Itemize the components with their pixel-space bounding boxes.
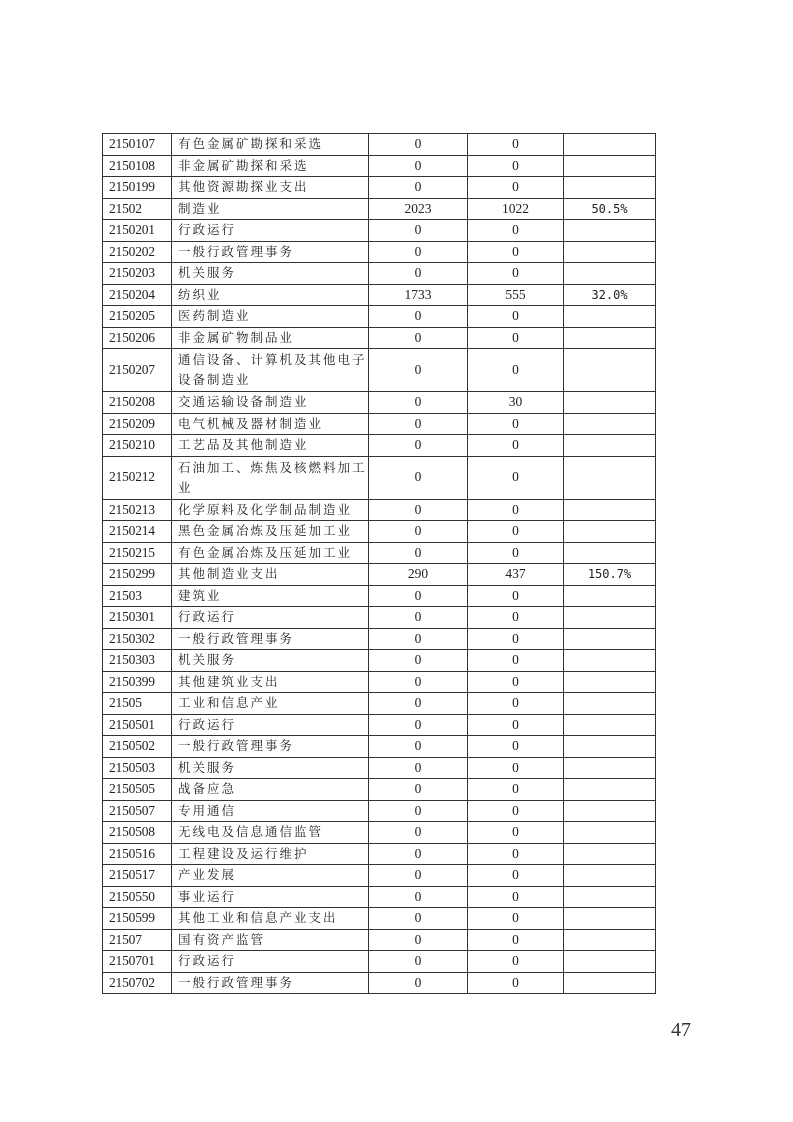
budget-table bbox=[102, 133, 656, 994]
table-row bbox=[103, 263, 656, 285]
percent-cell bbox=[564, 607, 656, 629]
value-2-cell: 0 bbox=[468, 499, 564, 521]
value-1-cell: 0 bbox=[369, 435, 468, 457]
table-row bbox=[103, 435, 656, 457]
value-1-cell: 0 bbox=[369, 585, 468, 607]
name-cell: 其他工业和信息产业支出 bbox=[172, 908, 369, 930]
table-row bbox=[103, 607, 656, 629]
code-cell: 2150503 bbox=[103, 757, 172, 779]
percent-cell bbox=[564, 951, 656, 973]
percent-cell bbox=[564, 671, 656, 693]
code-cell: 2150303 bbox=[103, 650, 172, 672]
percent-cell bbox=[564, 349, 656, 392]
value-2-cell: 0 bbox=[468, 456, 564, 499]
value-2-cell: 0 bbox=[468, 349, 564, 392]
value-1-cell: 0 bbox=[369, 521, 468, 543]
value-1-cell: 0 bbox=[369, 134, 468, 156]
name-cell: 行政运行 bbox=[172, 714, 369, 736]
name-cell: 行政运行 bbox=[172, 951, 369, 973]
code-cell: 2150507 bbox=[103, 800, 172, 822]
name-cell: 其他资源勘探业支出 bbox=[172, 177, 369, 199]
table-row bbox=[103, 499, 656, 521]
code-cell: 2150199 bbox=[103, 177, 172, 199]
name-cell: 一般行政管理事务 bbox=[172, 736, 369, 758]
code-cell: 2150508 bbox=[103, 822, 172, 844]
value-2-cell: 0 bbox=[468, 671, 564, 693]
value-1-cell: 0 bbox=[369, 456, 468, 499]
value-2-cell: 0 bbox=[468, 521, 564, 543]
value-2-cell: 0 bbox=[468, 306, 564, 328]
code-cell: 2150702 bbox=[103, 972, 172, 994]
value-1-cell: 0 bbox=[369, 843, 468, 865]
code-cell: 2150210 bbox=[103, 435, 172, 457]
table-row bbox=[103, 155, 656, 177]
value-1-cell: 0 bbox=[369, 263, 468, 285]
code-cell: 2150202 bbox=[103, 241, 172, 263]
name-cell: 行政运行 bbox=[172, 607, 369, 629]
table-row bbox=[103, 177, 656, 199]
table-row bbox=[103, 779, 656, 801]
name-cell: 石油加工、炼焦及核燃料加工业 bbox=[172, 456, 369, 499]
name-cell: 纺织业 bbox=[172, 284, 369, 306]
code-cell: 2150209 bbox=[103, 413, 172, 435]
value-1-cell: 0 bbox=[369, 628, 468, 650]
table-row bbox=[103, 714, 656, 736]
table-row bbox=[103, 865, 656, 887]
table-row bbox=[103, 241, 656, 263]
table-row bbox=[103, 822, 656, 844]
value-1-cell: 0 bbox=[369, 972, 468, 994]
table-row bbox=[103, 585, 656, 607]
percent-cell bbox=[564, 843, 656, 865]
name-cell: 一般行政管理事务 bbox=[172, 241, 369, 263]
table-row bbox=[103, 886, 656, 908]
value-1-cell: 0 bbox=[369, 327, 468, 349]
value-2-cell: 0 bbox=[468, 908, 564, 930]
code-cell: 2150205 bbox=[103, 306, 172, 328]
value-2-cell: 0 bbox=[468, 929, 564, 951]
name-cell: 建筑业 bbox=[172, 585, 369, 607]
table-row bbox=[103, 521, 656, 543]
value-2-cell: 0 bbox=[468, 241, 564, 263]
percent-cell bbox=[564, 736, 656, 758]
name-cell: 其他建筑业支出 bbox=[172, 671, 369, 693]
value-2-cell: 0 bbox=[468, 714, 564, 736]
value-1-cell: 0 bbox=[369, 349, 468, 392]
value-1-cell: 2023 bbox=[369, 198, 468, 220]
code-cell: 2150516 bbox=[103, 843, 172, 865]
name-cell: 产业发展 bbox=[172, 865, 369, 887]
value-2-cell: 0 bbox=[468, 542, 564, 564]
value-1-cell: 290 bbox=[369, 564, 468, 586]
code-cell: 2150107 bbox=[103, 134, 172, 156]
value-1-cell: 0 bbox=[369, 951, 468, 973]
value-1-cell: 0 bbox=[369, 671, 468, 693]
value-1-cell: 0 bbox=[369, 822, 468, 844]
value-1-cell: 0 bbox=[369, 413, 468, 435]
percent-cell bbox=[564, 800, 656, 822]
name-cell: 机关服务 bbox=[172, 263, 369, 285]
value-1-cell: 0 bbox=[369, 779, 468, 801]
table-row bbox=[103, 929, 656, 951]
value-2-cell: 0 bbox=[468, 822, 564, 844]
table-row bbox=[103, 564, 656, 586]
code-cell: 2150502 bbox=[103, 736, 172, 758]
percent-cell bbox=[564, 306, 656, 328]
percent-cell bbox=[564, 908, 656, 930]
percent-cell: 150.7% bbox=[564, 564, 656, 586]
table-row bbox=[103, 972, 656, 994]
budget-table-container bbox=[102, 133, 656, 994]
value-2-cell: 30 bbox=[468, 392, 564, 414]
percent-cell: 50.5% bbox=[564, 198, 656, 220]
value-1-cell: 0 bbox=[369, 693, 468, 715]
percent-cell bbox=[564, 392, 656, 414]
value-2-cell: 0 bbox=[468, 951, 564, 973]
code-cell: 21503 bbox=[103, 585, 172, 607]
value-1-cell: 0 bbox=[369, 220, 468, 242]
code-cell: 21505 bbox=[103, 693, 172, 715]
code-cell: 2150201 bbox=[103, 220, 172, 242]
name-cell: 化学原料及化学制品制造业 bbox=[172, 499, 369, 521]
code-cell: 2150212 bbox=[103, 456, 172, 499]
value-1-cell: 0 bbox=[369, 886, 468, 908]
code-cell: 2150203 bbox=[103, 263, 172, 285]
code-cell: 2150208 bbox=[103, 392, 172, 414]
percent-cell bbox=[564, 263, 656, 285]
percent-cell bbox=[564, 177, 656, 199]
value-1-cell: 0 bbox=[369, 650, 468, 672]
table-row bbox=[103, 542, 656, 564]
table-row bbox=[103, 628, 656, 650]
code-cell: 2150213 bbox=[103, 499, 172, 521]
name-cell: 工程建设及运行维护 bbox=[172, 843, 369, 865]
value-2-cell: 0 bbox=[468, 843, 564, 865]
percent-cell bbox=[564, 435, 656, 457]
name-cell: 无线电及信息通信监管 bbox=[172, 822, 369, 844]
percent-cell bbox=[564, 693, 656, 715]
value-2-cell: 0 bbox=[468, 413, 564, 435]
percent-cell bbox=[564, 220, 656, 242]
name-cell: 行政运行 bbox=[172, 220, 369, 242]
value-2-cell: 0 bbox=[468, 757, 564, 779]
code-cell: 2150501 bbox=[103, 714, 172, 736]
value-2-cell: 0 bbox=[468, 177, 564, 199]
value-2-cell: 437 bbox=[468, 564, 564, 586]
name-cell: 工业和信息产业 bbox=[172, 693, 369, 715]
table-row bbox=[103, 134, 656, 156]
table-row bbox=[103, 198, 656, 220]
table-row bbox=[103, 220, 656, 242]
value-1-cell: 0 bbox=[369, 757, 468, 779]
value-2-cell: 0 bbox=[468, 886, 564, 908]
code-cell: 2150299 bbox=[103, 564, 172, 586]
code-cell: 21507 bbox=[103, 929, 172, 951]
value-1-cell: 0 bbox=[369, 929, 468, 951]
name-cell: 国有资产监管 bbox=[172, 929, 369, 951]
code-cell: 2150302 bbox=[103, 628, 172, 650]
code-cell: 2150517 bbox=[103, 865, 172, 887]
code-cell: 2150301 bbox=[103, 607, 172, 629]
value-2-cell: 0 bbox=[468, 628, 564, 650]
percent-cell bbox=[564, 241, 656, 263]
value-2-cell: 0 bbox=[468, 779, 564, 801]
table-row bbox=[103, 650, 656, 672]
table-row bbox=[103, 392, 656, 414]
percent-cell bbox=[564, 822, 656, 844]
percent-cell bbox=[564, 757, 656, 779]
table-row bbox=[103, 456, 656, 499]
table-row bbox=[103, 693, 656, 715]
value-2-cell: 0 bbox=[468, 865, 564, 887]
code-cell: 2150701 bbox=[103, 951, 172, 973]
value-1-cell: 0 bbox=[369, 392, 468, 414]
percent-cell bbox=[564, 456, 656, 499]
name-cell: 专用通信 bbox=[172, 800, 369, 822]
name-cell: 黑色金属冶炼及压延加工业 bbox=[172, 521, 369, 543]
value-1-cell: 0 bbox=[369, 714, 468, 736]
name-cell: 有色金属矿勘探和采选 bbox=[172, 134, 369, 156]
value-1-cell: 0 bbox=[369, 542, 468, 564]
code-cell: 2150599 bbox=[103, 908, 172, 930]
value-1-cell: 0 bbox=[369, 800, 468, 822]
value-2-cell: 0 bbox=[468, 435, 564, 457]
percent-cell bbox=[564, 542, 656, 564]
value-2-cell: 555 bbox=[468, 284, 564, 306]
value-1-cell: 0 bbox=[369, 908, 468, 930]
code-cell: 2150505 bbox=[103, 779, 172, 801]
percent-cell: 32.0% bbox=[564, 284, 656, 306]
value-1-cell: 0 bbox=[369, 241, 468, 263]
code-cell: 2150399 bbox=[103, 671, 172, 693]
value-1-cell: 1733 bbox=[369, 284, 468, 306]
table-row bbox=[103, 951, 656, 973]
table-row bbox=[103, 800, 656, 822]
percent-cell bbox=[564, 521, 656, 543]
percent-cell bbox=[564, 714, 656, 736]
name-cell: 医药制造业 bbox=[172, 306, 369, 328]
value-2-cell: 0 bbox=[468, 736, 564, 758]
percent-cell bbox=[564, 865, 656, 887]
value-2-cell: 0 bbox=[468, 972, 564, 994]
value-1-cell: 0 bbox=[369, 736, 468, 758]
value-2-cell: 0 bbox=[468, 155, 564, 177]
name-cell: 其他制造业支出 bbox=[172, 564, 369, 586]
value-1-cell: 0 bbox=[369, 177, 468, 199]
budget-table-body bbox=[103, 134, 656, 994]
name-cell: 非金属矿物制品业 bbox=[172, 327, 369, 349]
name-cell: 机关服务 bbox=[172, 650, 369, 672]
code-cell: 2150550 bbox=[103, 886, 172, 908]
value-2-cell: 0 bbox=[468, 585, 564, 607]
code-cell: 21502 bbox=[103, 198, 172, 220]
code-cell: 2150214 bbox=[103, 521, 172, 543]
value-2-cell: 0 bbox=[468, 800, 564, 822]
code-cell: 2150207 bbox=[103, 349, 172, 392]
table-row bbox=[103, 284, 656, 306]
name-cell: 电气机械及器材制造业 bbox=[172, 413, 369, 435]
value-2-cell: 0 bbox=[468, 327, 564, 349]
value-2-cell: 1022 bbox=[468, 198, 564, 220]
table-row bbox=[103, 843, 656, 865]
value-1-cell: 0 bbox=[369, 306, 468, 328]
percent-cell bbox=[564, 327, 656, 349]
code-cell: 2150204 bbox=[103, 284, 172, 306]
table-row bbox=[103, 757, 656, 779]
percent-cell bbox=[564, 499, 656, 521]
name-cell: 一般行政管理事务 bbox=[172, 972, 369, 994]
table-row bbox=[103, 306, 656, 328]
code-cell: 2150108 bbox=[103, 155, 172, 177]
table-row bbox=[103, 736, 656, 758]
value-1-cell: 0 bbox=[369, 607, 468, 629]
percent-cell bbox=[564, 585, 656, 607]
name-cell: 事业运行 bbox=[172, 886, 369, 908]
table-row bbox=[103, 671, 656, 693]
percent-cell bbox=[564, 155, 656, 177]
code-cell: 2150206 bbox=[103, 327, 172, 349]
percent-cell bbox=[564, 413, 656, 435]
page-number: 47 bbox=[671, 1019, 691, 1041]
value-2-cell: 0 bbox=[468, 263, 564, 285]
name-cell: 工艺品及其他制造业 bbox=[172, 435, 369, 457]
name-cell: 一般行政管理事务 bbox=[172, 628, 369, 650]
table-row bbox=[103, 908, 656, 930]
value-2-cell: 0 bbox=[468, 220, 564, 242]
value-1-cell: 0 bbox=[369, 155, 468, 177]
name-cell: 机关服务 bbox=[172, 757, 369, 779]
value-1-cell: 0 bbox=[369, 865, 468, 887]
name-cell: 通信设备、计算机及其他电子设备制造业 bbox=[172, 349, 369, 392]
table-row bbox=[103, 327, 656, 349]
value-2-cell: 0 bbox=[468, 134, 564, 156]
name-cell: 交通运输设备制造业 bbox=[172, 392, 369, 414]
name-cell: 非金属矿勘探和采选 bbox=[172, 155, 369, 177]
value-2-cell: 0 bbox=[468, 607, 564, 629]
value-2-cell: 0 bbox=[468, 693, 564, 715]
table-row bbox=[103, 413, 656, 435]
percent-cell bbox=[564, 650, 656, 672]
percent-cell bbox=[564, 628, 656, 650]
percent-cell bbox=[564, 886, 656, 908]
table-row bbox=[103, 349, 656, 392]
value-1-cell: 0 bbox=[369, 499, 468, 521]
percent-cell bbox=[564, 929, 656, 951]
name-cell: 制造业 bbox=[172, 198, 369, 220]
name-cell: 有色金属冶炼及压延加工业 bbox=[172, 542, 369, 564]
percent-cell bbox=[564, 972, 656, 994]
code-cell: 2150215 bbox=[103, 542, 172, 564]
percent-cell bbox=[564, 134, 656, 156]
value-2-cell: 0 bbox=[468, 650, 564, 672]
name-cell: 战备应急 bbox=[172, 779, 369, 801]
percent-cell bbox=[564, 779, 656, 801]
